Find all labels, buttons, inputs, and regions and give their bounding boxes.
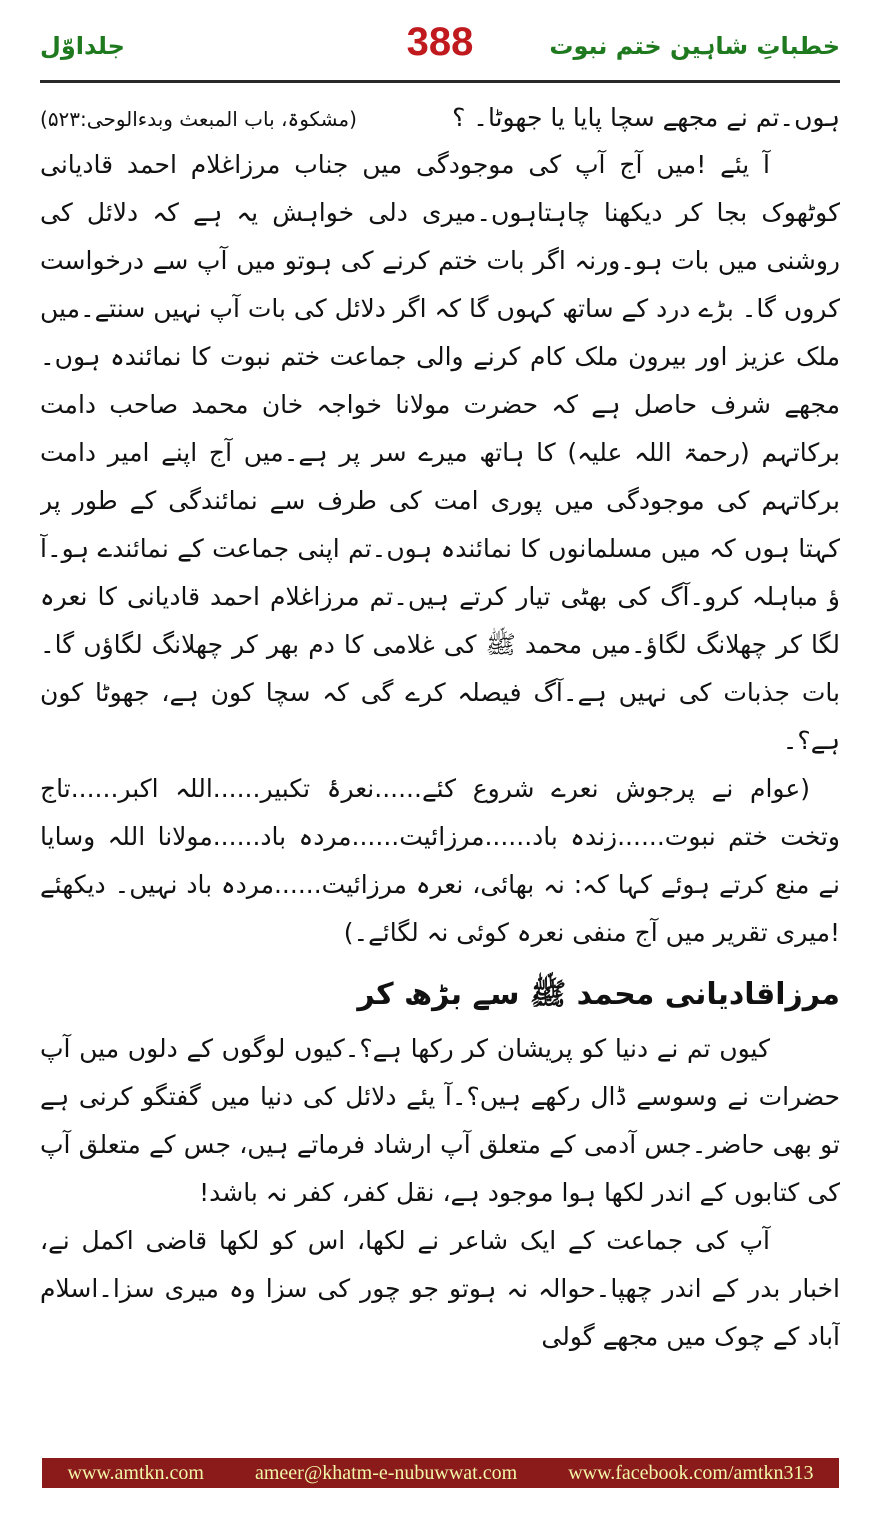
book-title: خطباتِ شاہین ختم نبوت — [549, 32, 840, 60]
paragraph-2: کیوں تم نے دنیا کو پریشان کر رکھا ہے؟۔کیوں لوگوں کے دلوں میں آپ حضرات نے وسوسے ڈال رکھے ہیں؟۔آ یئے دلائل کی دنیا میں گفتگو کرنی ہے تو بھی حاضر۔جس آدمی کے متعلق آپ ارشاد فرماتے ہیں، جس کے متعلق آپ کی کتابوں کے اندر لکھا ہوا موجود ہے، نقل کفر، کفر نہ باشد! — [40, 1034, 840, 1207]
page-body — [40, 96, 840, 1436]
footer-facebook-link[interactable]: www.facebook.com/amtkn313 — [568, 1461, 814, 1484]
footer-bar — [42, 1458, 839, 1488]
header-divider — [40, 80, 840, 83]
hadith-reference: (مشکوۃ، باب المبعث وبدءالوحی:۵۲۳) — [40, 107, 357, 131]
first-line — [40, 96, 840, 141]
paragraph-1: آ یئے !میں آج آپ کی موجودگی میں جناب مرزاغلام احمد قادیانی کوٹھوک بجا کر دیکھنا چاہتاہوں۔میری دلی خواہش یہ ہے کہ دلائل کی روشنی میں بات ہو۔ورنہ اگر بات ختم کرنے کی ہوتو میں آپ سے درخواست کروں گا۔ بڑے درد کے ساتھ کہوں گا کہ اگر دلائل کی بات آپ نہیں سنتے۔میں ملک عزیز اور بیرون ملک کام کرنے والی جماعت ختم نبوت کا نمائندہ ہوں۔مجھے شرف حاصل ہے کہ حضرت مولانا خواجہ خان محمد صاحب دامت برکاتہم (رحمۃ اللہ علیہ) کا ہاتھ میرے سر پر ہے۔میں آج اپنے امیر دامت برکاتہم کی موجودگی میں پوری امت کی طرف سے نمائندگی کے طور پر کہتا ہوں کہ میں مسلمانوں کا نمائندہ ہوں۔تم اپنی جماعت کے نمائندے ہو۔آ ؤ مباہلہ کرو۔آگ کی بھٹی تیار کرتے ہیں۔تم مرزاغلام احمد قادیانی کا نعرہ لگا کر چھلانگ لگاؤ۔میں محمد ﷺ کی غلامی کا دم بھر کر چھلانگ لگاؤں گا۔بات جذبات کی نہیں ہے۔آگ فیصلہ کرے گی کہ سچا کون ہے، جھوٹا کون ہے؟۔ — [40, 150, 840, 755]
volume-label: جلداوّل — [40, 32, 125, 60]
section-heading: مرزاقادیانی محمد ﷺ سے بڑھ کر — [357, 977, 840, 1012]
page-number: 388 — [406, 20, 474, 64]
footer-website-link[interactable]: www.amtkn.com — [67, 1461, 204, 1484]
first-line-text: ہوں۔تم نے مجھے سچا پایا یا جھوٹا۔ ؟ — [452, 103, 840, 132]
crowd-slogans-paragraph: (عوام نے پرجوش نعرے شروع کئے......نعرۂ تکبیر......اللہ اکبر......تاج وتخت ختم نبوت......زندہ باد......مرزائیت......مردہ باد......مولانا اللہ وسایا نے منع کرتے ہوئے کہا کہ: نہ بھائی، نعرہ مرزائیت......مردہ باد نہیں۔ دیکھئے !میری تقریر میں آج منفی نعرہ کوئی نہ لگائے۔) — [40, 774, 840, 947]
footer-email-link[interactable]: ameer@khatm-e-nubuwwat.com — [254, 1461, 518, 1484]
page-header — [40, 18, 840, 78]
paragraph-3: آپ کی جماعت کے ایک شاعر نے لکھا، اس کو لکھا قاضی اکمل نے، اخبار بدر کے اندر چھپا۔حوالہ نہ ہوتو جو چور کی سزا وہ میری سزا۔اسلام آباد کے چوک میں مجھے گولی — [40, 1226, 840, 1351]
